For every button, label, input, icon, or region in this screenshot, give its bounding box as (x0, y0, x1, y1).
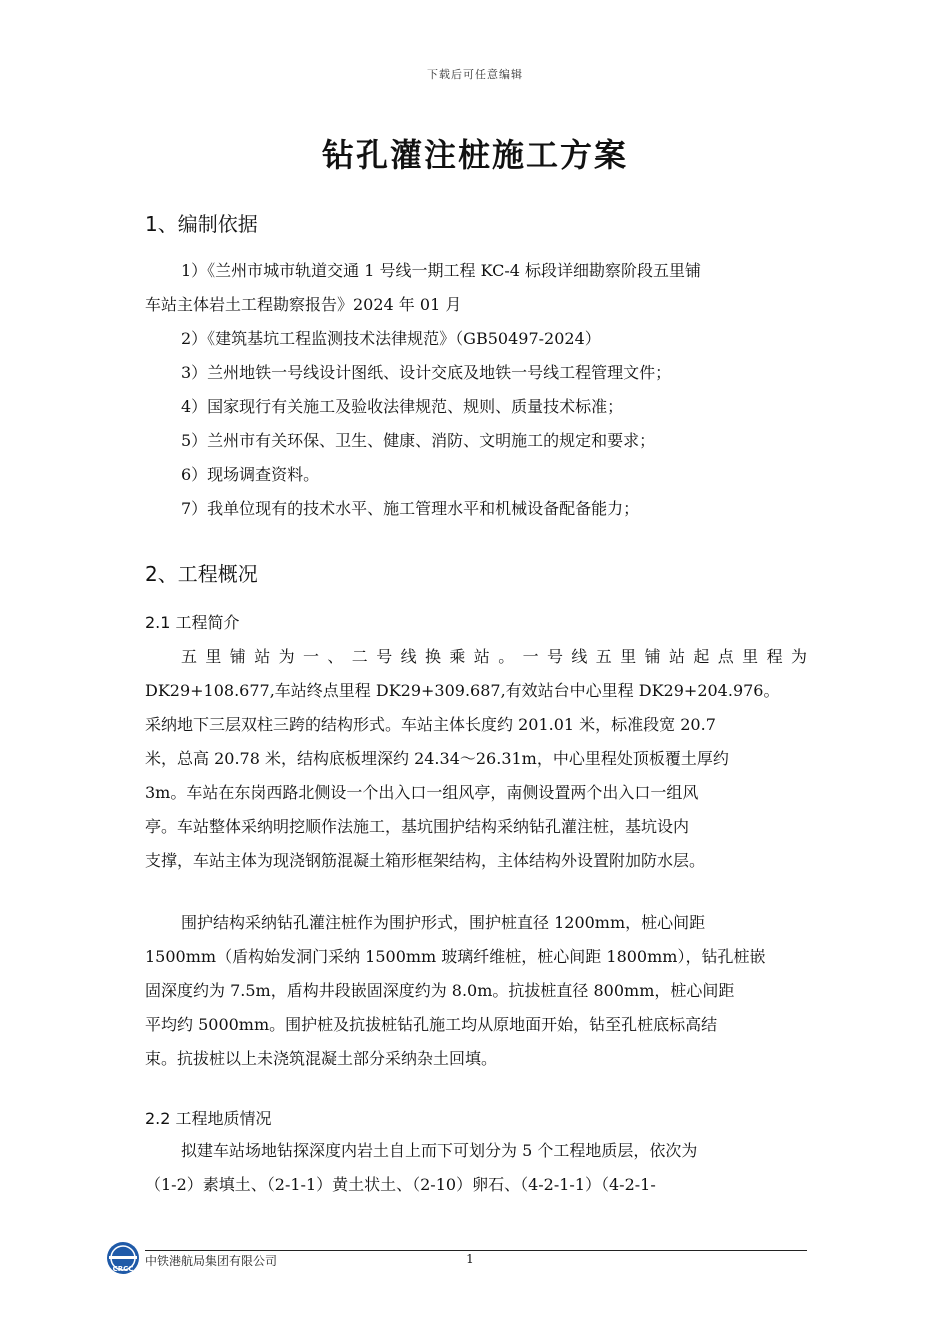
document-title: 钻孔灌注桩施工方案 (321, 136, 628, 174)
subsection-2-2-paragraph-1 (145, 1134, 807, 1202)
section-1-heading: 1、编制依据 (145, 212, 258, 236)
subsection-2-2-heading: 2.2 工程地质情况 (145, 1109, 272, 1128)
paragraph-line: 固深度约为 7.5m，盾构井段嵌固深度约为 8.0m。抗拔桩直径 800mm，桩心间距 (145, 981, 735, 1000)
company-logo-icon (103, 1240, 143, 1276)
paragraph-line: 亭。车站整体采纳明挖顺作法施工，基坑围护结构采纳钻孔灌注桩，基坑设内 (145, 817, 690, 836)
subsection-2-1-paragraph-1 (145, 640, 807, 878)
list-item: 6）现场调查资料。 (181, 465, 320, 484)
footer-company-name: 中铁港航局集团有限公司 (145, 1254, 278, 1268)
list-item-continuation: 车站主体岩土工程勘察报告》2024 年 01 月 (145, 295, 462, 314)
list-item: 7）我单位现有的技术水平、施工管理水平和机械设备配备能力； (181, 499, 640, 518)
paragraph-line: 五里铺站为一、二号线换乘站。一号线五里铺站起点里程为 (181, 647, 807, 666)
paragraph-line: 米，总高 20.78 米，结构底板埋深约 24.34～26.31m，中心里程处顶板覆土厚约 (145, 749, 729, 768)
list-item: 3）兰州地铁一号线设计图纸、设计交底及地铁一号线工程管理文件； (181, 363, 672, 382)
paragraph-line: DK29+108.677,车站终点里程 DK29+309.687,有效站台中心里程 DK29+204.976。 (145, 681, 780, 700)
page-number: 1 (466, 1252, 474, 1266)
paragraph-line: 3m。车站在东岗西路北侧设一个出入口一组风亭，南侧设置两个出入口一组风 (145, 783, 699, 802)
paragraph-line: 1500mm（盾构始发洞门采纳 1500mm 玻璃纤维桩，桩心间距 1800mm），钻孔桩嵌 (145, 947, 766, 966)
paragraph-line: （1-2）素填土、（2-1-1）黄土状土、（2-10）卵石、（4-2-1-1）（4-2-1- (145, 1175, 656, 1194)
list-item: 1）《兰州市城市轨道交通 1 号线一期工程 KC-4 标段详细勘察阶段五里铺 (181, 261, 702, 280)
paragraph-line: 围护结构采纳钻孔灌注桩作为围护形式，围护桩直径 1200mm，桩心间距 (181, 913, 706, 932)
list-item: 4）国家现行有关施工及验收法律规范、规则、质量技术标准； (181, 397, 624, 416)
subsection-2-1-paragraph-2 (145, 906, 807, 1076)
svg-text:CRCC: CRCC (112, 1265, 134, 1273)
list-item: 2）《建筑基坑工程监测技术法律规范》（GB50497-2024） (181, 329, 601, 348)
section-2-heading: 2、工程概况 (145, 562, 258, 586)
section-1-list (145, 254, 807, 526)
subsection-2-1-heading: 2.1 工程简介 (145, 613, 240, 632)
paragraph-line: 平均约 5000mm。围护桩及抗拔桩钻孔施工均从原地面开始，钻至孔桩底标高结 (145, 1015, 718, 1034)
paragraph-line: 拟建车站场地钻探深度内岩土自上而下可划分为 5 个工程地质层，依次为 (181, 1141, 698, 1160)
footer-divider (145, 1250, 807, 1251)
paragraph-line: 采纳地下三层双柱三跨的结构形式。车站主体长度约 201.01 米，标准段宽 20.7 (145, 715, 716, 734)
paragraph-line: 束。抗拔桩以上未浇筑混凝土部分采纳杂土回填。 (145, 1049, 498, 1068)
paragraph-line: 支撑，车站主体为现浇钢筋混凝土箱形框架结构，主体结构外设置附加防水层。 (145, 851, 706, 870)
list-item: 5）兰州市有关环保、卫生、健康、消防、文明施工的规定和要求； (181, 431, 656, 450)
header-note: 下载后可任意编辑 (427, 68, 523, 81)
